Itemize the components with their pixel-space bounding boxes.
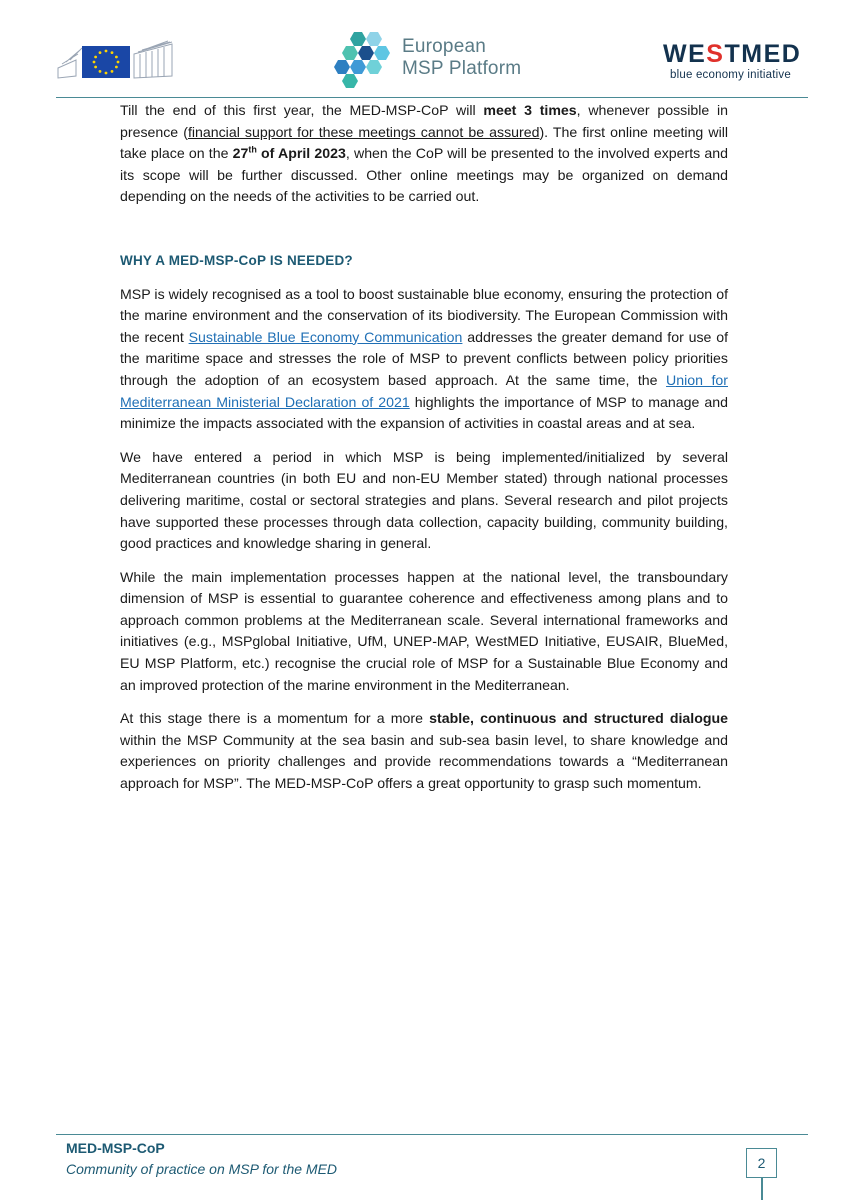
page-number-stem [761, 1178, 763, 1200]
footer-subtitle: Community of practice on MSP for the MED [66, 1161, 338, 1177]
paragraph-msp-recognition: MSP is widely recognised as a tool to boost sustainable blue economy, ensuring the protection of the marine environment and the conservation of its biodiversity. The European Commission with the recent Sustainable Blue Economy Communication addresses the greater demand for use of the maritime space and stresses the role of MSP to prevent conflicts between policy priorities through the adoption of an ecosystem based approach. At the same time, the Union for Mediterranean Ministerial Declaration of 2021 highlights the importance of MSP to manage and minimize the impacts associated with the expansion of activities in coastal areas and at sea. [120, 285, 729, 432]
paragraph-meetings: Till the end of this first year, the MED-MSP-CoP will meet 3 times, whenever possible in presence (financial support for these meetings cannot be assured). The first online meeting will take place on the 27th of April 2023, when the CoP will be presented to the involved experts and its scope will be further discussed. Other online meetings may be organized on demand depending on the needs of the activities to be carried out. [120, 102, 729, 205]
msp-logo-line2: MSP Platform [402, 58, 522, 79]
document-body [120, 100, 728, 807]
link-ufm-declaration[interactable]: Union for Mediterranean Ministerial Declaration of 2021 [120, 371, 728, 410]
westmed-tagline: blue economy initiative [670, 69, 791, 81]
westmed-logo [663, 40, 802, 81]
european-msp-platform-logo [332, 30, 532, 88]
paragraph-momentum: At this stage there is a momentum for a more stable, continuous and structured dialogue within the MSP Community at the sea basin and sub-sea basin level, to share knowledge and experiences on priority challenges and provide recommendations towards a “Mediterranean approach for MSP”. The MED-MSP-CoP offers a great opportunity to grasp such momentum. [120, 710, 729, 792]
paragraph-transboundary: While the main implementation processes happen at the national level, the transboundary dimension of MSP is essential to guarantee coherence and effectiveness among plans and to approach common problems at the Mediterranean scale. Several international frameworks and initiatives (e.g., MSPglobal Initiative, UfM, UNEP-MAP, WestMED Initiative, EUSAIR, BlueMed, EU MSP Platform, etc.) recognise the crucial role of MSP for a Sustainable Blue Economy and an improved protection of the marine environment in the Mediterranean. [120, 568, 728, 693]
msp-logo-text [402, 36, 521, 80]
page-header [0, 0, 849, 98]
page-number: 2 [746, 1148, 777, 1178]
section-heading: WHY A MED-MSP-CoP IS NEEDED? [120, 252, 353, 268]
footer-title: MED-MSP-CoP [66, 1140, 165, 1156]
eu-commission-logo [56, 40, 174, 80]
paragraph-implementation-period: We have entered a period in which MSP is being implemented/initialized by several Mediterranean countries (in both EU and non-EU Member stated) through national processes delivering maritime, costal or sectoral strategies and plans. Several research and pilot projects have supported these processes through data collection, capacity building, community building, good practices and knowledge sharing in general. [120, 448, 728, 552]
msp-logo-line1: European [402, 36, 487, 57]
footer-divider [56, 1134, 808, 1135]
header-divider [56, 97, 808, 98]
link-sustainable-blue-economy[interactable]: Sustainable Blue Economy Communication [188, 328, 463, 345]
msp-hexagons-icon [332, 30, 394, 88]
westmed-wordmark: WESTMED [663, 40, 802, 68]
